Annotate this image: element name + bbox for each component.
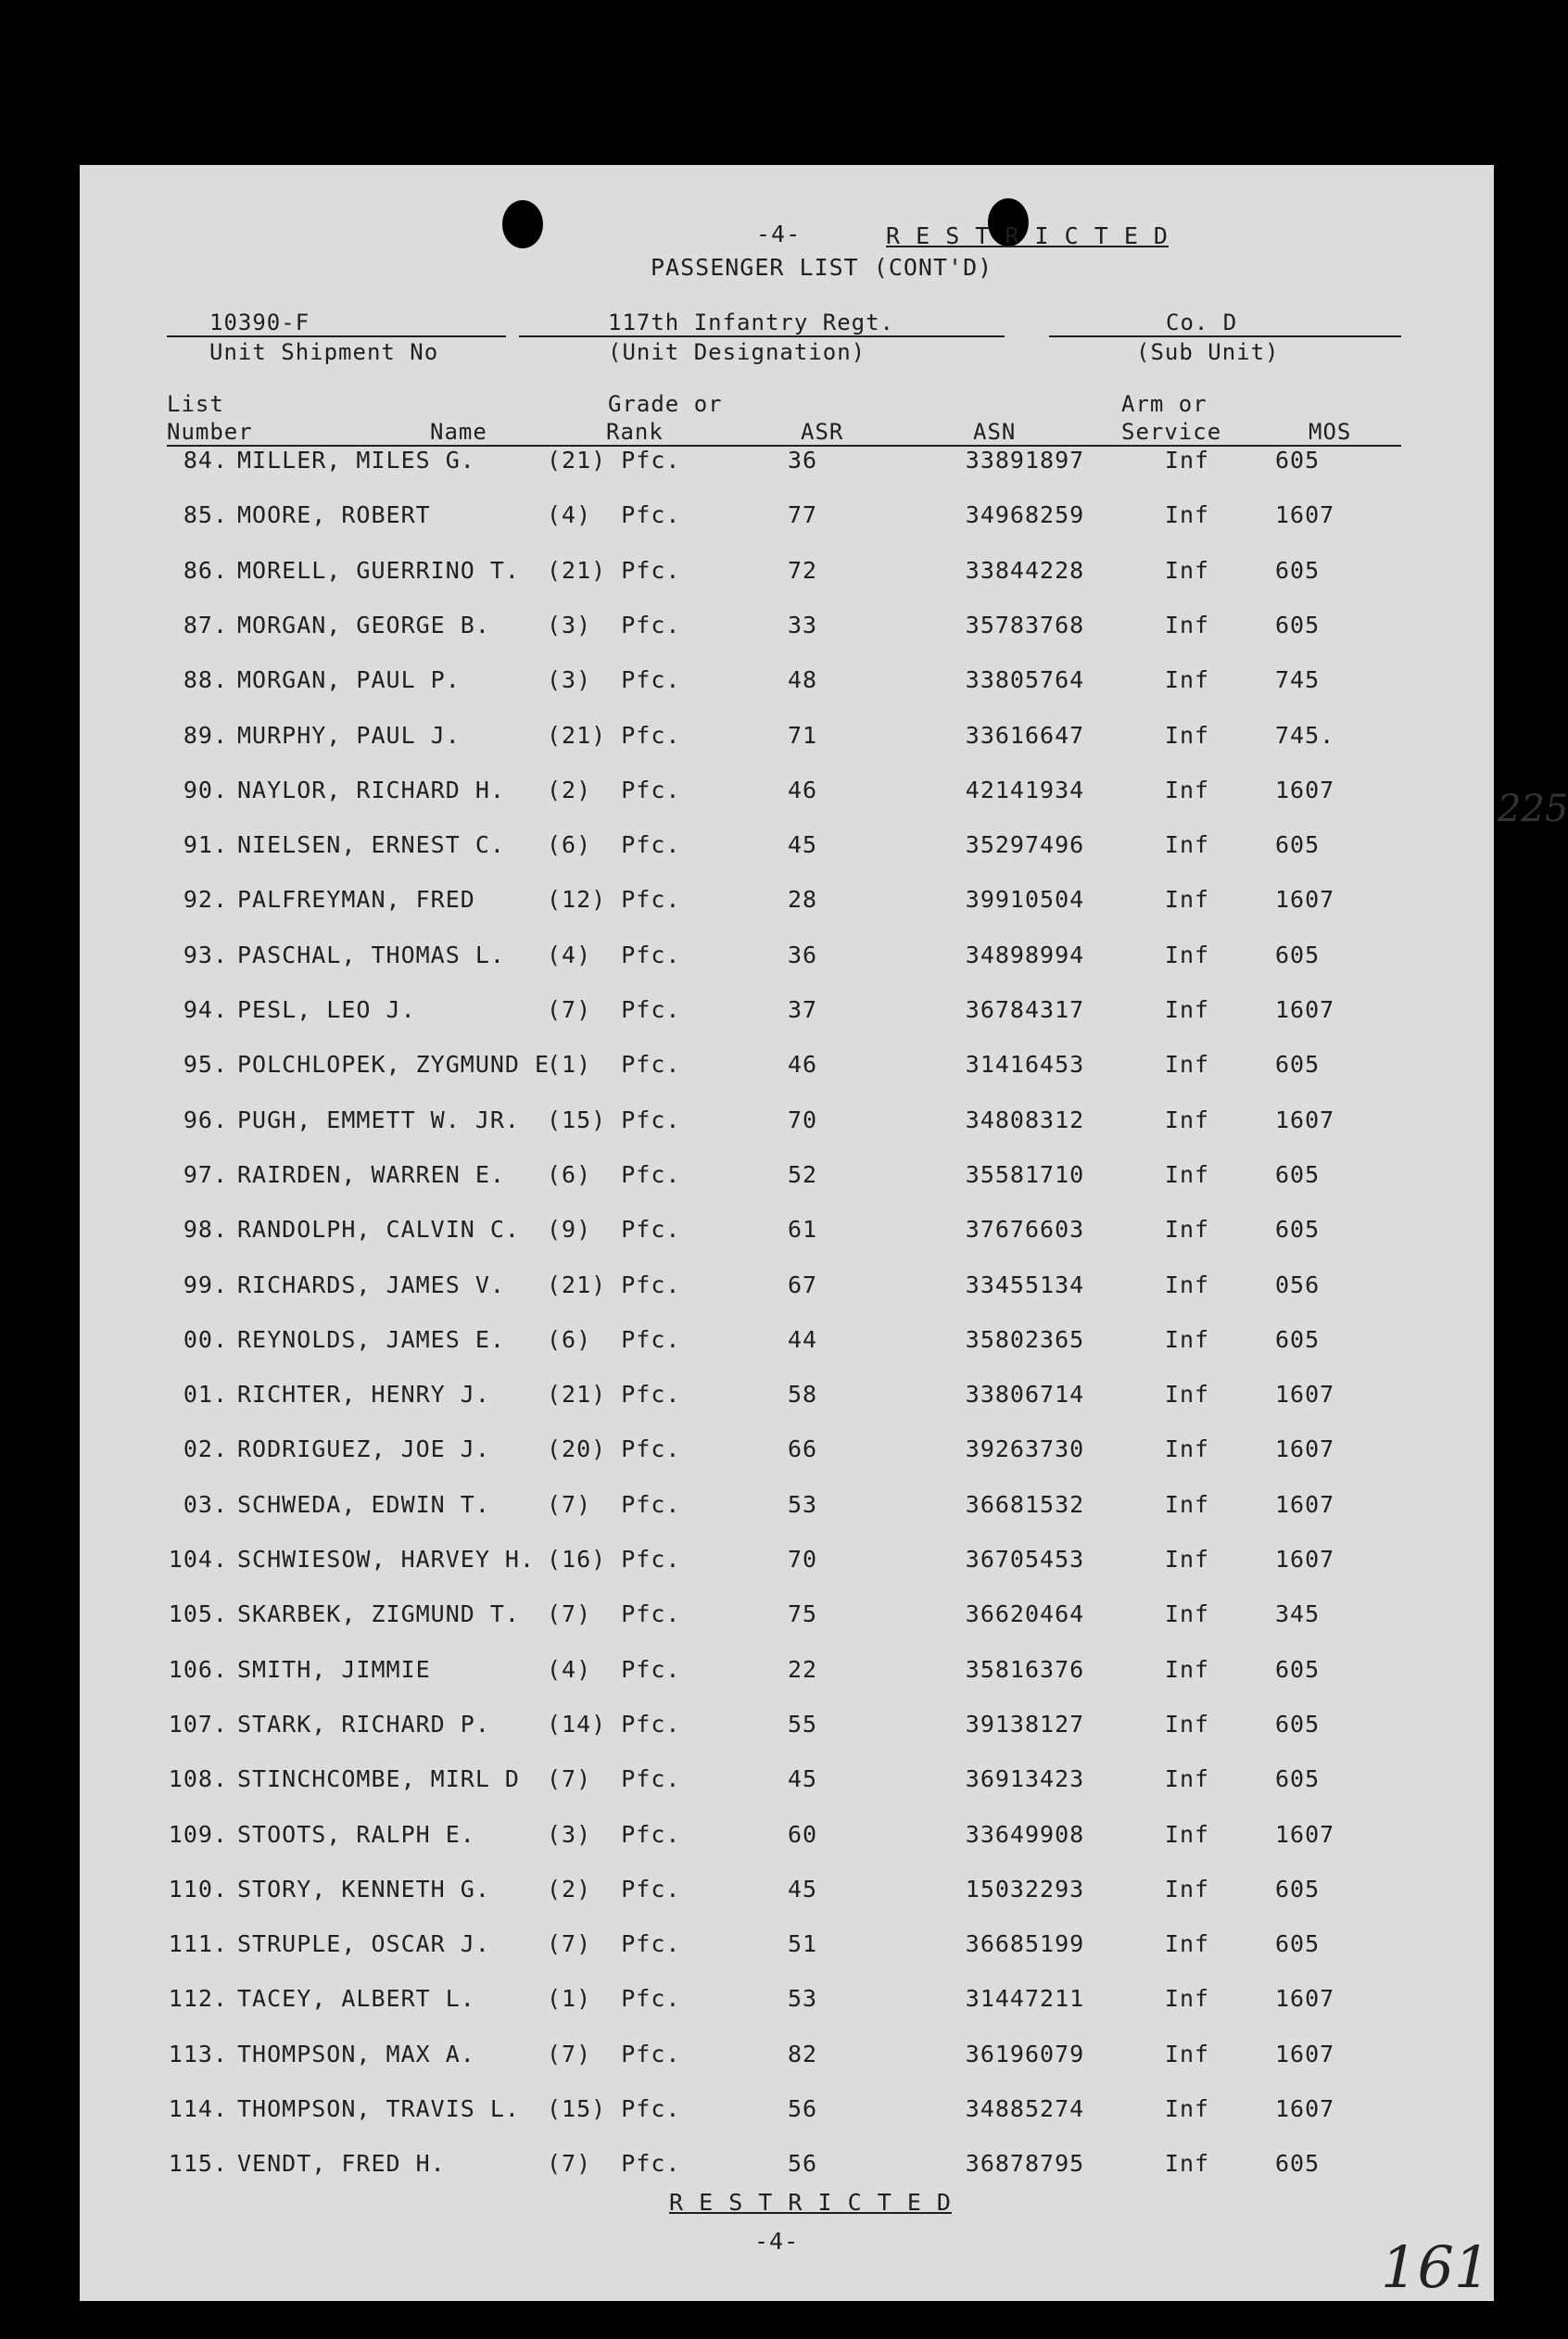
- grade-rank: (21) Pfc.: [547, 556, 681, 584]
- passenger-name: THOMPSON, MAX A.: [237, 2040, 475, 2067]
- passenger-name: STOOTS, RALPH E.: [237, 1820, 475, 1848]
- passenger-name: VENDT, FRED H.: [237, 2150, 446, 2178]
- asr-value: 45: [787, 1765, 818, 1793]
- mos-code: 1607: [1275, 501, 1335, 529]
- asr-value: 44: [787, 1325, 818, 1353]
- list-number: 107.: [168, 1710, 228, 1738]
- passenger-name: MILLER, MILES G.: [237, 447, 475, 474]
- arm-service: Inf: [1164, 2150, 1210, 2178]
- arm-service: Inf: [1164, 996, 1210, 1023]
- grade-rank: (7) Pfc.: [547, 1765, 681, 1793]
- asn-value: 36705453: [965, 1546, 1085, 1573]
- mos-code: 605: [1275, 1875, 1321, 1903]
- arm-service: Inf: [1164, 501, 1210, 529]
- table-row: [80, 1216, 1494, 1257]
- margin-number: 225: [1498, 788, 1568, 830]
- shipment-number: 10390-F: [209, 310, 310, 335]
- asn-value: 36196079: [965, 2040, 1085, 2067]
- list-number: 94.: [183, 996, 228, 1023]
- mos-code: 1607: [1275, 1435, 1335, 1463]
- list-number: 03.: [183, 1490, 228, 1518]
- arm-service: Inf: [1164, 721, 1210, 749]
- mos-code: 056: [1275, 1271, 1321, 1298]
- asr-value: 77: [787, 501, 818, 529]
- asr-value: 82: [787, 2040, 818, 2067]
- asr-value: 48: [787, 666, 818, 694]
- list-number: 88.: [183, 666, 228, 694]
- asn-value: 33805764: [965, 666, 1085, 694]
- table-row: [80, 1326, 1494, 1367]
- mos-code: 605: [1275, 1160, 1321, 1188]
- list-number: 112.: [168, 1985, 228, 2013]
- table-row: [80, 1381, 1494, 1422]
- mos-code: 1607: [1275, 1820, 1335, 1848]
- mos-code: 1607: [1275, 1381, 1335, 1409]
- table-row: [80, 942, 1494, 982]
- passenger-name: MORGAN, PAUL P.: [237, 666, 461, 694]
- list-number: 93.: [183, 941, 228, 968]
- table-row: [80, 1985, 1494, 2026]
- table-row: [80, 666, 1494, 707]
- arm-service: Inf: [1164, 1930, 1210, 1958]
- col-number: Number: [167, 419, 253, 445]
- mos-code: 1607: [1275, 1106, 1335, 1133]
- asr-value: 67: [787, 1271, 818, 1298]
- asr-value: 56: [787, 2150, 818, 2178]
- table-row: [80, 777, 1494, 817]
- grade-rank: (14) Pfc.: [547, 1710, 681, 1738]
- grade-rank: (16) Pfc.: [547, 1546, 681, 1573]
- passenger-name: STINCHCOMBE, MIRL D: [237, 1765, 520, 1793]
- mos-code: 345: [1275, 1600, 1321, 1628]
- grade-rank: (7) Pfc.: [547, 1490, 681, 1518]
- mos-code: 605: [1275, 1051, 1321, 1079]
- asr-value: 52: [787, 1160, 818, 1188]
- asr-value: 70: [787, 1106, 818, 1133]
- passenger-name: PESL, LEO J.: [237, 996, 416, 1023]
- passenger-name: MOORE, ROBERT: [237, 501, 431, 529]
- mos-code: 605: [1275, 831, 1321, 859]
- list-number: 96.: [183, 1106, 228, 1133]
- grade-rank: (4) Pfc.: [547, 941, 681, 968]
- asn-value: 39263730: [965, 1435, 1085, 1463]
- list-number: 109.: [168, 1820, 228, 1848]
- asr-value: 61: [787, 1216, 818, 1244]
- list-number: 115.: [168, 2150, 228, 2178]
- passenger-name: STORY, KENNETH G.: [237, 1875, 490, 1903]
- arm-service: Inf: [1164, 776, 1210, 803]
- passenger-name: PALFREYMAN, FRED: [237, 886, 475, 914]
- arm-service: Inf: [1164, 1655, 1210, 1683]
- passenger-name: TACEY, ALBERT L.: [237, 1985, 475, 2013]
- passenger-name: SKARBEK, ZIGMUND T.: [237, 1600, 520, 1628]
- arm-service: Inf: [1164, 1546, 1210, 1573]
- grade-rank: (15) Pfc.: [547, 2095, 681, 2122]
- asr-value: 46: [787, 1051, 818, 1079]
- mos-code: 605: [1275, 1325, 1321, 1353]
- table-row: [80, 1711, 1494, 1751]
- table-row: [80, 1161, 1494, 1202]
- asn-value: 36685199: [965, 1930, 1085, 1958]
- arm-service: Inf: [1164, 1985, 1210, 2013]
- list-number: 97.: [183, 1160, 228, 1188]
- passenger-name: REYNOLDS, JAMES E.: [237, 1325, 505, 1353]
- table-row: [80, 886, 1494, 927]
- col-grade-or: Grade or: [608, 391, 723, 417]
- mos-code: 1607: [1275, 2040, 1335, 2067]
- asn-value: 35783768: [965, 611, 1085, 638]
- asr-value: 72: [787, 556, 818, 584]
- grade-rank: (4) Pfc.: [547, 501, 681, 529]
- grade-rank: (21) Pfc.: [547, 1271, 681, 1298]
- col-asn: ASN: [973, 419, 1017, 445]
- arm-service: Inf: [1164, 1875, 1210, 1903]
- passenger-name: NAYLOR, RICHARD H.: [237, 776, 505, 803]
- table-row: [80, 2150, 1494, 2191]
- list-number: 98.: [183, 1216, 228, 1244]
- asr-value: 66: [787, 1435, 818, 1463]
- arm-service: Inf: [1164, 1106, 1210, 1133]
- passenger-name: PUGH, EMMETT W. JR.: [237, 1106, 520, 1133]
- mos-code: 605: [1275, 1930, 1321, 1958]
- table-row: [80, 1600, 1494, 1641]
- passenger-name: STRUPLE, OSCAR J.: [237, 1930, 490, 1958]
- table-row: [80, 1656, 1494, 1697]
- asr-value: 22: [787, 1655, 818, 1683]
- passenger-name: NIELSEN, ERNEST C.: [237, 831, 505, 859]
- asr-value: 51: [787, 1930, 818, 1958]
- subunit-underline: [1049, 335, 1401, 337]
- mos-code: 605: [1275, 1216, 1321, 1244]
- table-row: [80, 1491, 1494, 1532]
- grade-rank: (6) Pfc.: [547, 1325, 681, 1353]
- asn-value: 34808312: [965, 1106, 1085, 1133]
- sub-unit: Co. D: [1166, 310, 1238, 335]
- grade-rank: (21) Pfc.: [547, 447, 681, 474]
- col-name: Name: [430, 419, 487, 445]
- arm-service: Inf: [1164, 941, 1210, 968]
- document-page: [80, 165, 1568, 2301]
- table-row: [80, 612, 1494, 652]
- mos-code: 1607: [1275, 1490, 1335, 1518]
- table-row: [80, 1765, 1494, 1806]
- list-number: 86.: [183, 556, 228, 584]
- passenger-name: RODRIGUEZ, JOE J.: [237, 1435, 490, 1463]
- table-row: [80, 1106, 1494, 1147]
- grade-rank: (9) Pfc.: [547, 1216, 681, 1244]
- mos-code: 605: [1275, 2150, 1321, 2178]
- asn-value: 34898994: [965, 941, 1085, 968]
- list-number: 85.: [183, 501, 228, 529]
- grade-rank: (21) Pfc.: [547, 721, 681, 749]
- classification-top: R E S T R I C T E D: [886, 222, 1169, 249]
- table-row: [80, 557, 1494, 598]
- mos-code: 605: [1275, 611, 1321, 638]
- table-row: [80, 996, 1494, 1037]
- arm-service: Inf: [1164, 1325, 1210, 1353]
- mos-code: 605: [1275, 941, 1321, 968]
- arm-service: Inf: [1164, 1820, 1210, 1848]
- passenger-name: STARK, RICHARD P.: [237, 1710, 490, 1738]
- passenger-name: POLCHLOPEK, ZYGMUND E: [237, 1051, 550, 1079]
- asr-value: 53: [787, 1985, 818, 2013]
- table-row: [80, 2041, 1494, 2081]
- list-number: 91.: [183, 831, 228, 859]
- mos-code: 1607: [1275, 2095, 1335, 2122]
- arm-service: Inf: [1164, 1271, 1210, 1298]
- list-number: 111.: [168, 1930, 228, 1958]
- asr-value: 28: [787, 886, 818, 914]
- arm-service: Inf: [1164, 556, 1210, 584]
- table-row: [80, 1930, 1494, 1971]
- grade-rank: (7) Pfc.: [547, 1600, 681, 1628]
- mos-code: 605: [1275, 1655, 1321, 1683]
- asr-value: 75: [787, 1600, 818, 1628]
- asn-value: 37676603: [965, 1216, 1085, 1244]
- arm-service: Inf: [1164, 1710, 1210, 1738]
- list-number: 95.: [183, 1051, 228, 1079]
- asn-value: 33616647: [965, 721, 1085, 749]
- arm-service: Inf: [1164, 1381, 1210, 1409]
- handwritten-page-number: 161: [1381, 2233, 1491, 2301]
- asn-value: 31416453: [965, 1051, 1085, 1079]
- asr-value: 60: [787, 1820, 818, 1848]
- arm-service: Inf: [1164, 447, 1210, 474]
- list-number: 01.: [183, 1381, 228, 1409]
- grade-rank: (1) Pfc.: [547, 1985, 681, 2013]
- col-arm-or: Arm or: [1121, 391, 1208, 417]
- col-rank: Rank: [606, 419, 664, 445]
- asr-value: 70: [787, 1546, 818, 1573]
- shipment-underline: [167, 335, 506, 337]
- asr-value: 45: [787, 1875, 818, 1903]
- asn-value: 31447211: [965, 1985, 1085, 2013]
- mos-code: 605: [1275, 447, 1321, 474]
- page-marker-bottom: -4-: [754, 2228, 800, 2255]
- table-row: [80, 722, 1494, 763]
- arm-service: Inf: [1164, 1765, 1210, 1793]
- passenger-name: RICHARDS, JAMES V.: [237, 1271, 505, 1298]
- asn-value: 36681532: [965, 1490, 1085, 1518]
- asn-value: 35802365: [965, 1325, 1085, 1353]
- list-number: 106.: [168, 1655, 228, 1683]
- table-row: [80, 447, 1494, 487]
- passenger-name: RANDOLPH, CALVIN C.: [237, 1216, 520, 1244]
- asr-value: 58: [787, 1381, 818, 1409]
- table-row: [80, 1271, 1494, 1312]
- asn-value: 33844228: [965, 556, 1085, 584]
- list-number: 105.: [168, 1600, 228, 1628]
- mos-code: 1607: [1275, 1985, 1335, 2013]
- asn-value: 36620464: [965, 1600, 1085, 1628]
- page-marker-top: -4-: [756, 221, 802, 247]
- grade-rank: (7) Pfc.: [547, 996, 681, 1023]
- asn-value: 35581710: [965, 1160, 1085, 1188]
- asr-value: 46: [787, 776, 818, 803]
- list-number: 113.: [168, 2040, 228, 2067]
- asn-value: 33649908: [965, 1820, 1085, 1848]
- arm-service: Inf: [1164, 886, 1210, 914]
- document-title: PASSENGER LIST (CONT'D): [651, 254, 993, 281]
- list-number: 99.: [183, 1271, 228, 1298]
- grade-rank: (2) Pfc.: [547, 1875, 681, 1903]
- col-mos: MOS: [1309, 419, 1352, 445]
- grade-rank: (1) Pfc.: [547, 1051, 681, 1079]
- passenger-name: MURPHY, PAUL J.: [237, 721, 461, 749]
- passenger-name: RAIRDEN, WARREN E.: [237, 1160, 505, 1188]
- grade-rank: (4) Pfc.: [547, 1655, 681, 1683]
- grade-rank: (20) Pfc.: [547, 1435, 681, 1463]
- asr-value: 71: [787, 721, 818, 749]
- mos-code: 1607: [1275, 886, 1335, 914]
- asn-value: 35816376: [965, 1655, 1085, 1683]
- list-number: 90.: [183, 776, 228, 803]
- asn-value: 35297496: [965, 831, 1085, 859]
- grade-rank: (6) Pfc.: [547, 1160, 681, 1188]
- grade-rank: (15) Pfc.: [547, 1106, 681, 1133]
- mos-code: 605: [1275, 556, 1321, 584]
- designation-underline: [519, 335, 1005, 337]
- list-number: 02.: [183, 1435, 228, 1463]
- list-number: 110.: [168, 1875, 228, 1903]
- grade-rank: (2) Pfc.: [547, 776, 681, 803]
- asn-value: 34968259: [965, 501, 1085, 529]
- mos-code: 745.: [1275, 721, 1335, 749]
- arm-service: Inf: [1164, 2095, 1210, 2122]
- arm-service: Inf: [1164, 611, 1210, 638]
- asr-value: 56: [787, 2095, 818, 2122]
- grade-rank: (6) Pfc.: [547, 831, 681, 859]
- arm-service: Inf: [1164, 666, 1210, 694]
- asn-value: 33891897: [965, 447, 1085, 474]
- asr-value: 55: [787, 1710, 818, 1738]
- arm-service: Inf: [1164, 1490, 1210, 1518]
- grade-rank: (3) Pfc.: [547, 666, 681, 694]
- passenger-name: SCHWEDA, EDWIN T.: [237, 1490, 490, 1518]
- grade-rank: (3) Pfc.: [547, 1820, 681, 1848]
- table-row: [80, 501, 1494, 542]
- list-number: 114.: [168, 2095, 228, 2122]
- mos-code: 605: [1275, 1710, 1321, 1738]
- list-number: 89.: [183, 721, 228, 749]
- asr-value: 33: [787, 611, 818, 638]
- asr-value: 37: [787, 996, 818, 1023]
- asr-value: 45: [787, 831, 818, 859]
- arm-service: Inf: [1164, 1435, 1210, 1463]
- unit-designation-label: (Unit Designation): [608, 339, 866, 365]
- mos-code: 745: [1275, 666, 1321, 694]
- asr-value: 36: [787, 941, 818, 968]
- classification-bottom: R E S T R I C T E D: [669, 2189, 952, 2216]
- asn-value: 33806714: [965, 1381, 1085, 1409]
- asn-value: 42141934: [965, 776, 1085, 803]
- col-service: Service: [1121, 419, 1222, 445]
- grade-rank: (7) Pfc.: [547, 2150, 681, 2178]
- grade-rank: (7) Pfc.: [547, 2040, 681, 2067]
- asn-value: 36878795: [965, 2150, 1085, 2178]
- table-row: [80, 1546, 1494, 1587]
- punch-hole-left: [502, 200, 543, 248]
- list-number: 108.: [168, 1765, 228, 1793]
- passenger-name: MORELL, GUERRINO T.: [237, 556, 520, 584]
- arm-service: Inf: [1164, 1160, 1210, 1188]
- asn-value: 39138127: [965, 1710, 1085, 1738]
- passenger-name: THOMPSON, TRAVIS L.: [237, 2095, 520, 2122]
- arm-service: Inf: [1164, 831, 1210, 859]
- passenger-name: MORGAN, GEORGE B.: [237, 611, 490, 638]
- mos-code: 1607: [1275, 1546, 1335, 1573]
- shipment-label: Unit Shipment No: [209, 339, 439, 365]
- list-number: 00.: [183, 1325, 228, 1353]
- grade-rank: (12) Pfc.: [547, 886, 681, 914]
- unit-designation: 117th Infantry Regt.: [608, 310, 894, 335]
- asn-value: 15032293: [965, 1875, 1085, 1903]
- table-row: [80, 831, 1494, 872]
- arm-service: Inf: [1164, 1051, 1210, 1079]
- asn-value: 34885274: [965, 2095, 1085, 2122]
- mos-code: 605: [1275, 1765, 1321, 1793]
- asr-value: 53: [787, 1490, 818, 1518]
- asn-value: 36913423: [965, 1765, 1085, 1793]
- asn-value: 36784317: [965, 996, 1085, 1023]
- passenger-name: SCHWIESOW, HARVEY H.: [237, 1546, 536, 1573]
- arm-service: Inf: [1164, 1216, 1210, 1244]
- list-number: 92.: [183, 886, 228, 914]
- list-number: 104.: [168, 1546, 228, 1573]
- table-row: [80, 1435, 1494, 1476]
- mos-code: 1607: [1275, 776, 1335, 803]
- table-row: [80, 1051, 1494, 1092]
- passenger-name: SMITH, JIMMIE: [237, 1655, 431, 1683]
- list-number: 84.: [183, 447, 228, 474]
- list-number: 87.: [183, 611, 228, 638]
- col-list: List: [167, 391, 224, 417]
- asn-value: 39910504: [965, 886, 1085, 914]
- grade-rank: (3) Pfc.: [547, 611, 681, 638]
- grade-rank: (7) Pfc.: [547, 1930, 681, 1958]
- passenger-name: RICHTER, HENRY J.: [237, 1381, 490, 1409]
- asr-value: 36: [787, 447, 818, 474]
- table-row: [80, 1876, 1494, 1916]
- col-asr: ASR: [801, 419, 844, 445]
- mos-code: 1607: [1275, 996, 1335, 1023]
- sub-unit-label: (Sub Unit): [1136, 339, 1280, 365]
- table-row: [80, 1821, 1494, 1862]
- grade-rank: (21) Pfc.: [547, 1381, 681, 1409]
- arm-service: Inf: [1164, 1600, 1210, 1628]
- table-row: [80, 2095, 1494, 2136]
- arm-service: Inf: [1164, 2040, 1210, 2067]
- passenger-name: PASCHAL, THOMAS L.: [237, 941, 505, 968]
- asn-value: 33455134: [965, 1271, 1085, 1298]
